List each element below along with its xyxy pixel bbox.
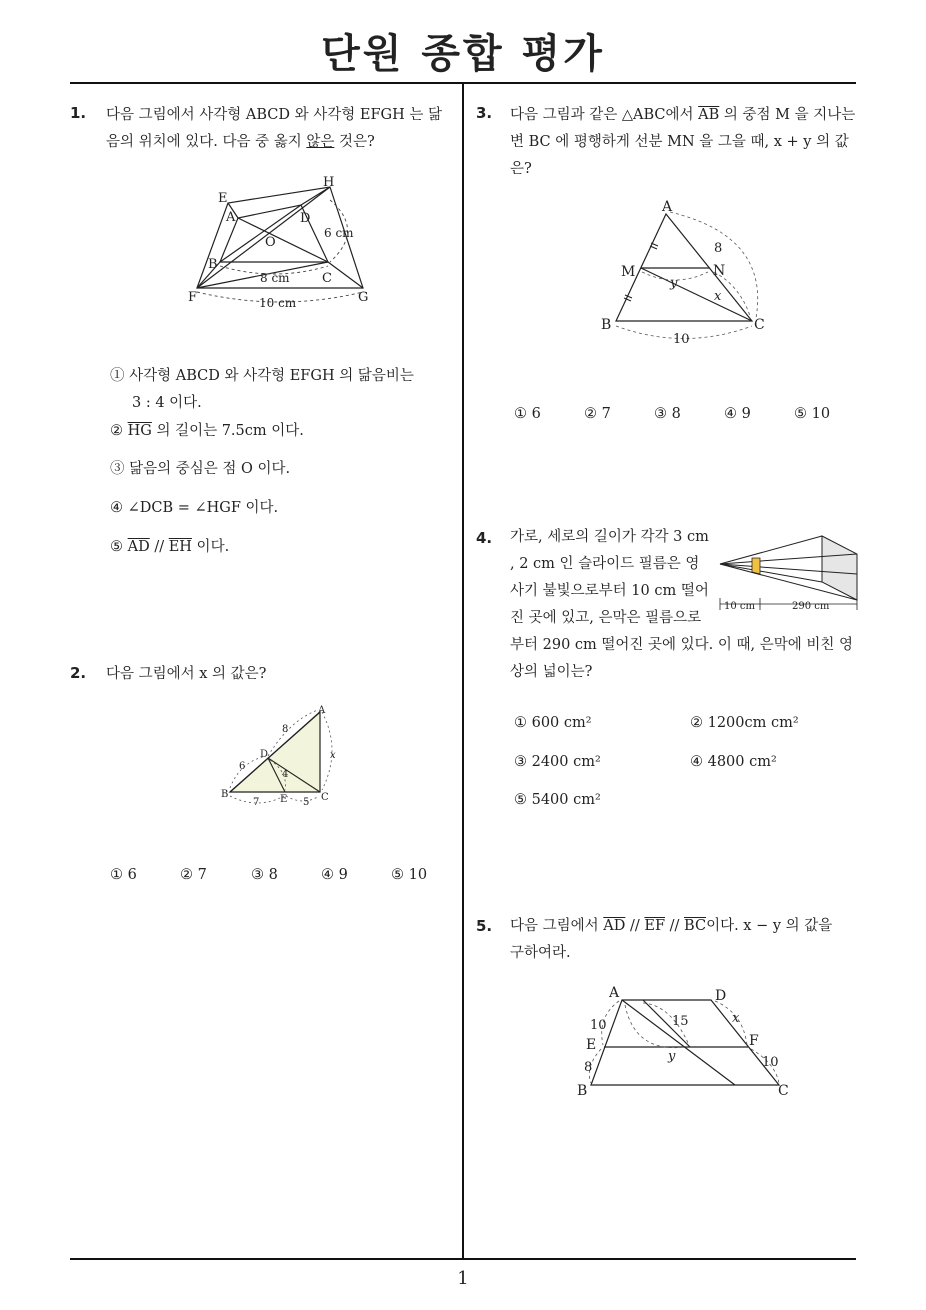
- opt5-prefix: ⑤: [110, 539, 128, 555]
- problem-2-figure: [210, 700, 350, 810]
- problem-5-parallel-1: //: [625, 918, 645, 934]
- fig5-len-10b: 10: [762, 1055, 779, 1070]
- problem-4-line-4: 진 곳에 있고, 은막은 필름으로: [510, 610, 702, 626]
- fig5-label-E: E: [586, 1037, 597, 1053]
- problem-1-option-1b: 3 : 4 이다.: [132, 395, 202, 411]
- problem-4-line-3: 사기 불빛으로부터 10 cm 떨어: [510, 583, 709, 599]
- fig1-label-B: B: [208, 257, 218, 272]
- problem-3-text-a: 다음 그림과 같은 △ABC에서: [510, 107, 699, 123]
- problem-5-parallel-2: //: [665, 918, 685, 934]
- problem-3-segment-AB: $\overline{AB}$: [698, 107, 720, 123]
- opt2-segment: $\overline{HG}$: [127, 423, 152, 439]
- problem-3-number: 3.: [476, 104, 493, 122]
- fig3-label-C: C: [754, 317, 765, 333]
- problem-1-option-4[interactable]: ④ ∠DCB = ∠HGF 이다.: [110, 500, 279, 516]
- fig3-label-A: A: [662, 199, 673, 215]
- problem-5-text-b: 이다. x − y 의 값을: [706, 918, 833, 934]
- problem-4-number: 4.: [476, 529, 493, 547]
- problem-1-text-underlined: 않은: [306, 134, 335, 150]
- problem-4-option-5[interactable]: ⑤ 5400 cm²: [514, 792, 601, 808]
- problem-1-number: 1.: [70, 104, 87, 122]
- fig2-len-5: 5: [303, 797, 310, 808]
- fig1-label-O: O: [265, 235, 276, 250]
- fig2-len-7: 7: [253, 797, 260, 808]
- fig2-label-E: E: [280, 794, 288, 805]
- problem-5-segment-BC: $\overline{BC}$: [684, 918, 707, 934]
- fig1-label-G: G: [358, 290, 369, 305]
- fig5-len-15: 15: [672, 1014, 689, 1029]
- problem-5-text-a: 다음 그림에서: [510, 918, 604, 934]
- problem-2-option-2[interactable]: ② 7: [180, 867, 207, 883]
- fig5-label-D: D: [715, 988, 727, 1004]
- problem-3-option-5[interactable]: ⑤ 10: [794, 406, 831, 422]
- fig3-label-N: N: [713, 263, 726, 279]
- fig1-measure-6cm: 6 cm: [324, 226, 354, 240]
- problem-5-number: 5.: [476, 917, 493, 935]
- problem-2-option-5[interactable]: ⑤ 10: [391, 867, 428, 883]
- fig5-label-C: C: [778, 1083, 789, 1099]
- fig3-len-10: 10: [673, 332, 690, 347]
- fig2-label-C: C: [321, 792, 329, 803]
- problem-4-option-2[interactable]: ② 1200cm cm²: [690, 715, 799, 731]
- fig5-len-10a: 10: [590, 1018, 607, 1033]
- problem-3-option-2[interactable]: ② 7: [584, 406, 611, 422]
- fig1-label-F: F: [188, 290, 198, 305]
- page-title: 단원 종합 평가: [321, 31, 605, 77]
- problem-1-option-5[interactable]: [110, 537, 229, 557]
- problem-1-figure: [180, 170, 380, 310]
- problem-5-figure: [575, 983, 795, 1103]
- column-divider: [462, 84, 464, 1260]
- fig1-label-H: H: [323, 175, 335, 190]
- fig2-label-D: D: [260, 749, 269, 760]
- fig1-label-C: C: [322, 271, 332, 286]
- problem-3-option-1[interactable]: ① 6: [514, 406, 541, 422]
- bottom-rule: [70, 1258, 856, 1260]
- fig2-len-8: 8: [282, 724, 289, 735]
- fig5-len-x: x: [732, 1011, 740, 1026]
- fig2-label-B: B: [221, 789, 229, 800]
- problem-4-line-6: 상의 넓이는?: [510, 664, 593, 680]
- problem-4-line-1: 가로, 세로의 길이가 각각 3 cm: [510, 529, 709, 545]
- problem-3-option-3[interactable]: ③ 8: [654, 406, 681, 422]
- problem-4-line-5: 부터 290 cm 떨어진 곳에 있다. 이 때, 은막에 비친 영: [510, 637, 853, 653]
- problem-5-text-line-2: 구하여라.: [510, 945, 571, 961]
- opt5-parallel: //: [149, 539, 169, 555]
- problem-4-option-4[interactable]: ④ 4800 cm²: [690, 754, 777, 770]
- problem-2-option-1[interactable]: ① 6: [110, 867, 137, 883]
- problem-5-segment-EF: $\overline{EF}$: [644, 918, 666, 934]
- problem-1-option-3[interactable]: ③ 닮음의 중심은 점 O 이다.: [110, 461, 291, 477]
- fig5-label-F: F: [749, 1033, 759, 1049]
- problem-4-figure: [712, 524, 862, 616]
- fig2-len-4: 4: [282, 769, 289, 780]
- problem-1-text-a: 다음 그림에서 사각형 ABCD 와 사각형 EFGH 는 닮음의 위치에 있다. 다음 중 옳지: [106, 107, 442, 150]
- fig4-distance-290cm: 290 cm: [792, 601, 830, 612]
- fig3-len-8: 8: [714, 241, 723, 256]
- fig3-len-y: y: [670, 276, 678, 291]
- page-number: 1: [457, 1268, 469, 1289]
- fig3-label-M: M: [621, 264, 636, 280]
- problem-1-text: [106, 102, 454, 156]
- problem-2-option-4[interactable]: ④ 9: [321, 867, 348, 883]
- fig5-label-B: B: [577, 1083, 588, 1099]
- problem-5-text-line-1: [510, 913, 832, 940]
- fig5-label-A: A: [609, 985, 620, 1001]
- fig4-distance-10cm: 10 cm: [724, 601, 755, 612]
- fig5-len-y: y: [668, 1049, 676, 1064]
- problem-2-text: 다음 그림에서 x 의 값은?: [106, 666, 267, 682]
- problem-3-figure: [590, 196, 780, 351]
- problem-1-option-2[interactable]: [110, 421, 304, 441]
- fig3-label-B: B: [601, 317, 612, 333]
- fig2-len-6: 6: [239, 761, 246, 772]
- fig1-label-D: D: [300, 211, 311, 226]
- problem-3-text: [510, 102, 858, 183]
- problem-4-line-2: , 2 cm 인 슬라이드 필름은 영: [510, 556, 700, 572]
- fig2-label-A: A: [318, 705, 326, 716]
- fig3-len-x: x: [714, 289, 722, 304]
- fig2-len-x: x: [330, 750, 336, 761]
- problem-4-option-3[interactable]: ③ 2400 cm²: [514, 754, 601, 770]
- fig1-label-A: A: [226, 210, 236, 225]
- problem-3-option-4[interactable]: ④ 9: [724, 406, 751, 422]
- problem-2-number: 2.: [70, 664, 87, 682]
- opt5-segment-1: $\overline{AD}$: [127, 539, 150, 555]
- opt2-prefix: ②: [110, 423, 128, 439]
- problem-1-text-b: 것은?: [334, 134, 375, 150]
- problem-1-option-1a[interactable]: ① 사각형 ABCD 와 사각형 EFGH 의 닮음비는: [110, 368, 414, 384]
- opt5-suffix: 이다.: [191, 539, 230, 555]
- problem-4-option-1[interactable]: ① 600 cm²: [514, 715, 592, 731]
- opt5-segment-2: $\overline{EH}$: [168, 539, 192, 555]
- opt2-suffix: 의 길이는 7.5cm 이다.: [151, 423, 304, 439]
- problem-5-segment-AD: $\overline{AD}$: [603, 918, 626, 934]
- problem-3-text-b: 의 중점 M 을 지나는 변 BC 에 평행하게 선분 MN 을 그을 때, x + y 의 값은?: [510, 107, 856, 177]
- fig1-measure-10cm: 10 cm: [259, 296, 297, 310]
- fig1-label-E: E: [218, 191, 228, 206]
- fig5-len-8: 8: [584, 1060, 593, 1075]
- problem-2-option-3[interactable]: ③ 8: [251, 867, 278, 883]
- fig1-measure-8cm: 8 cm: [260, 271, 290, 285]
